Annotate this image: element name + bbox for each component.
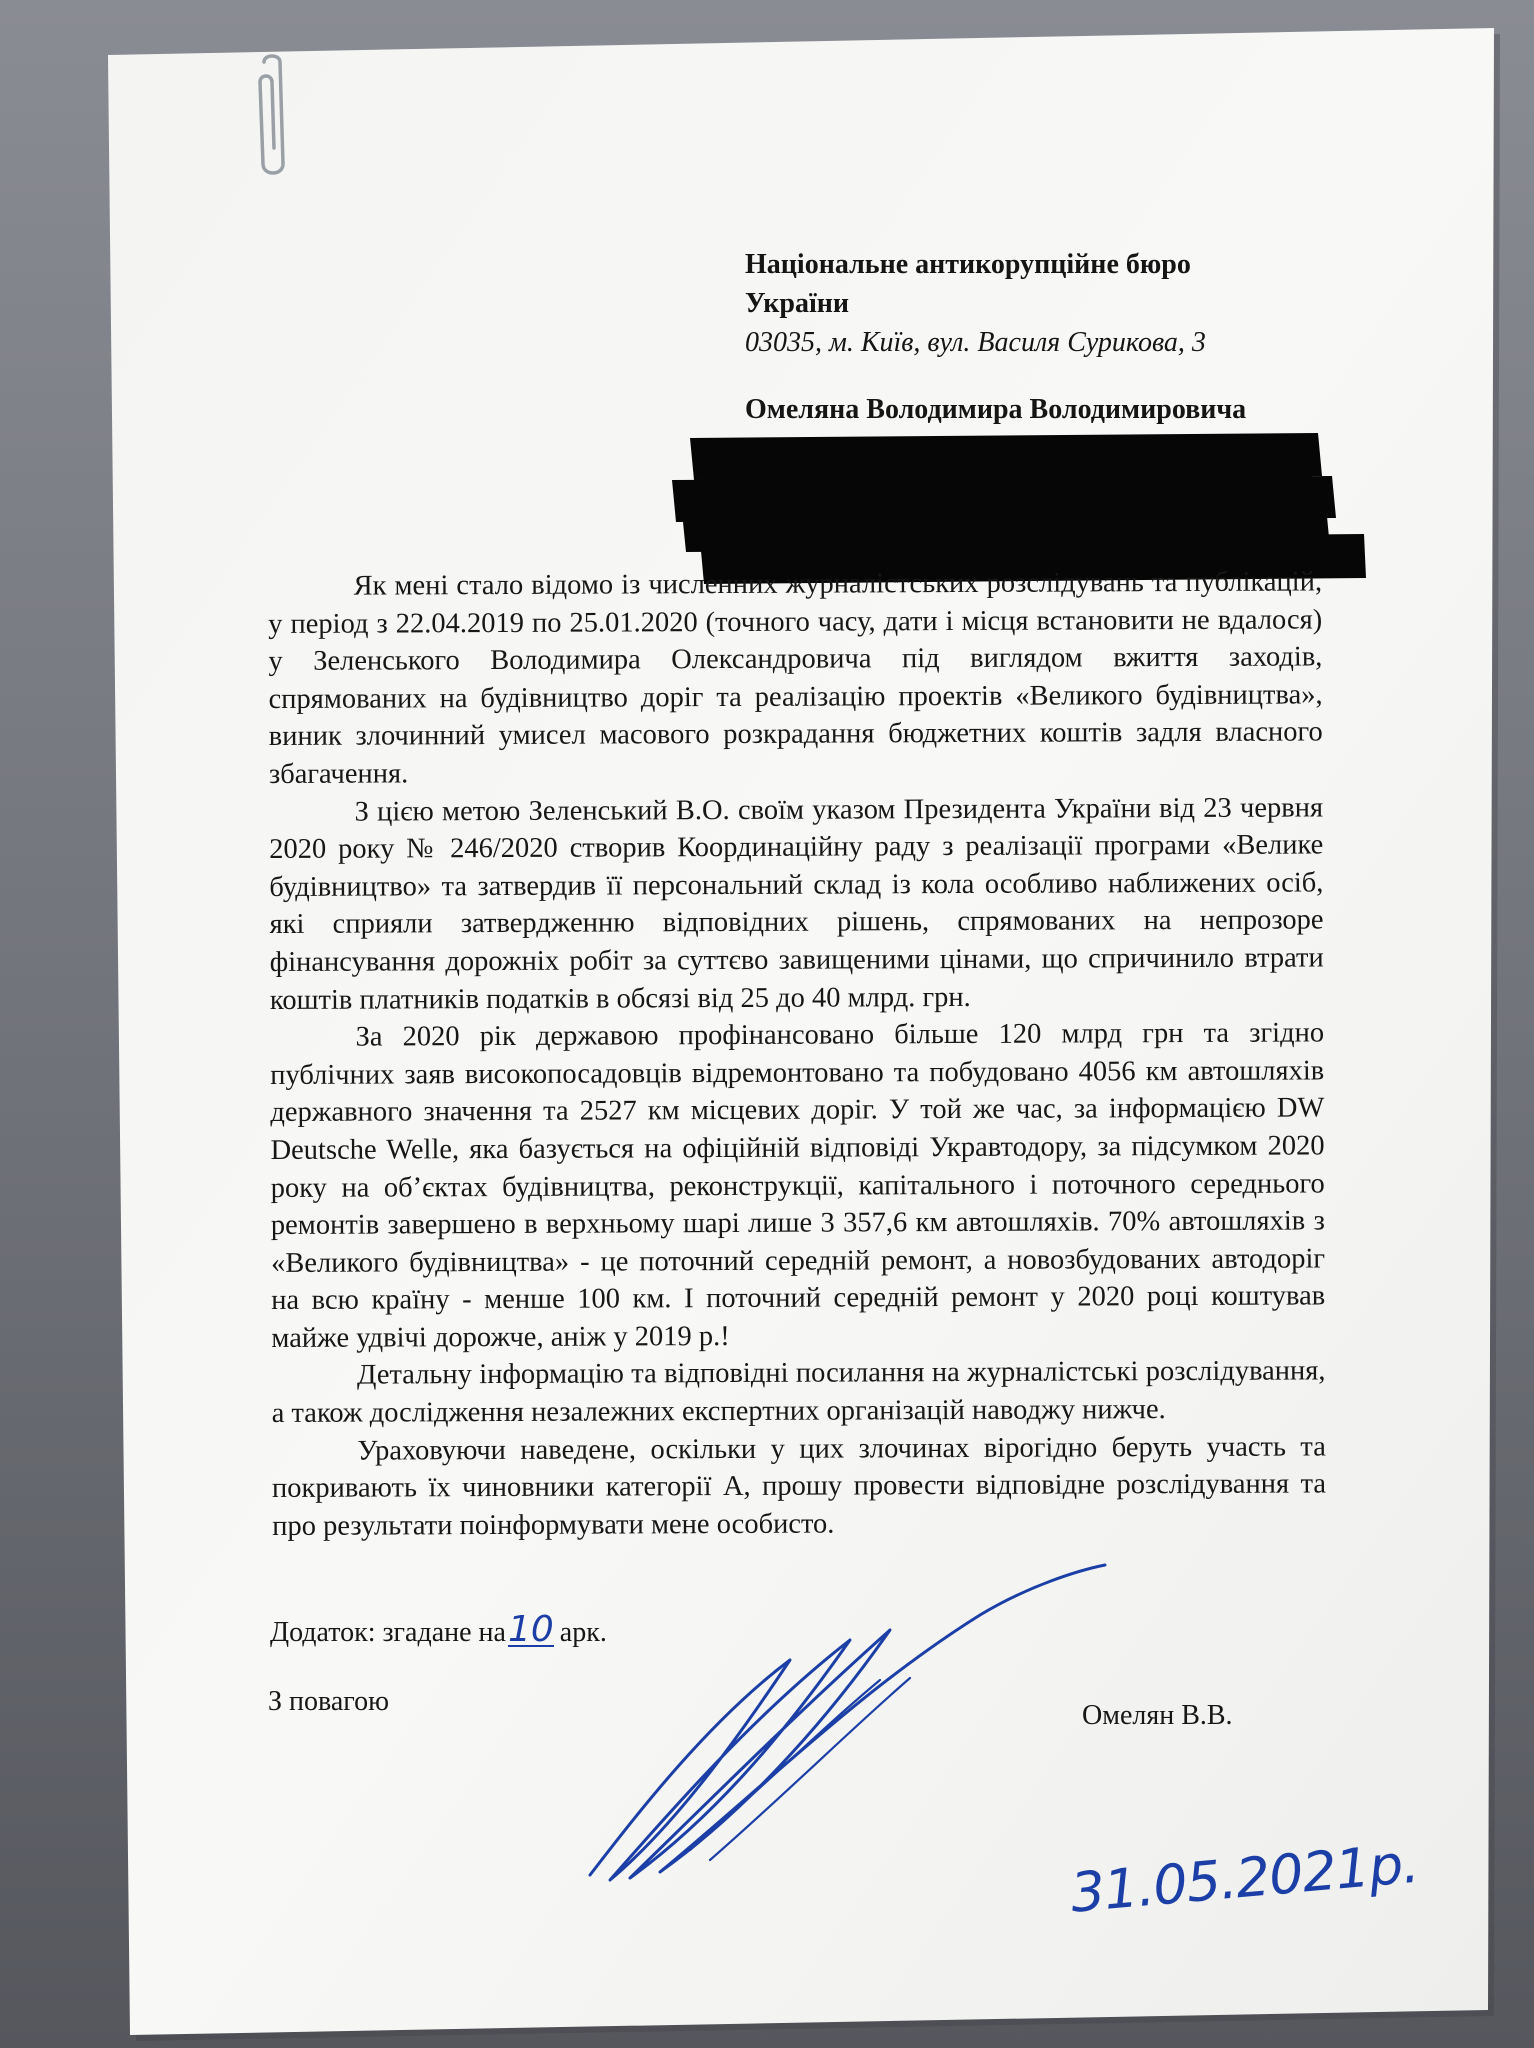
sender-name: Омеляна Володимира Володимировича: [745, 394, 1247, 425]
attachment-suffix: арк.: [559, 1617, 607, 1648]
recipient-org-line1: Національне антикорупційне бюро: [745, 249, 1191, 280]
handwritten-signature: [560, 1560, 1120, 1890]
recipient-org-line2: України: [745, 288, 850, 319]
signer-name: Омелян В.В.: [1082, 1700, 1233, 1731]
paragraph: Як мені стало відомо із численних журналістських розслідувань та публікацій, у період з 22.04.2019 по 25.01.2020 (точного часу, дати і місця встановити не вдалося) у Зеленського Володимира Олександровича під виглядом вжиття заходів, спрямованих на будівництво доріг та реалізацію проектів «Великого будівництва», виник злочинний умисел масового розкрадання бюджетних коштів задля власного збагачення.: [268, 566, 1323, 790]
handwritten-date: 31.05.2021р.: [1068, 1831, 1421, 1925]
closing: З повагою: [268, 1686, 389, 1717]
attachment-prefix: Додаток: згадане на: [270, 1617, 506, 1648]
recipient-address: 03035, м. Київ, вул. Василя Сурикова, 3: [745, 327, 1206, 358]
paragraph: Ураховуючи наведене, оскільки у цих злочинах вірогідно беруть участь та покривають їх чиновники категорії А, прошу провести відповідне розслідування та про результати поінформувати мене особисто.: [271, 1431, 1327, 1542]
paragraph: Детальну інформацію та відповідні посилання на журналістські розслідування, а також дослідження незалежних експертних організацій наводжу нижче.: [271, 1355, 1326, 1430]
paragraph: З цією метою Зеленський В.О. своїм указом Президента України від 23 червня 2020 року № 246/2020 створив Координаційну раду з реалізації програми «Велике будівництво» та затвердив її персональний склад із кола особливо наближених осіб, які сприяли затвердженню відповідних рішень, спрямованих на непрозоре фінансування дорожніх робіт за суттєво завищеними цінами, що спричинило втрати коштів платників податків в обсязі від 25 до 40 млрд. грн.: [269, 791, 1324, 1016]
attachment-count: 10: [507, 1609, 554, 1650]
letter-body: [268, 563, 1326, 1545]
attachment-line: [270, 1609, 607, 1650]
paragraph: За 2020 рік державою профінансовано більше 120 млрд грн та згідно публічних заяв високопосадовців відремонтовано та побудовано 4056 км автошляхів державного значення та 2527 км місцевих доріг. У той же час, за інформацією DW Deutsche Welle, яка базується на офіційній відповіді Укравтодору, за підсумком 2020 року на об’єктах будівництва, реконструкції, капітального і поточного середнього ремонтів завершено в верхньому шарі лише 3 357,6 км автошляхів. 70% автошляхів з «Великого будівництва» - це поточний середній ремонт, а новозбудованих автодоріг на всю країну - менше 100 км. І поточний середній ремонт у 2020 році коштував майже удвічі дорожче, аніж у 2019 р.!: [270, 1017, 1326, 1354]
